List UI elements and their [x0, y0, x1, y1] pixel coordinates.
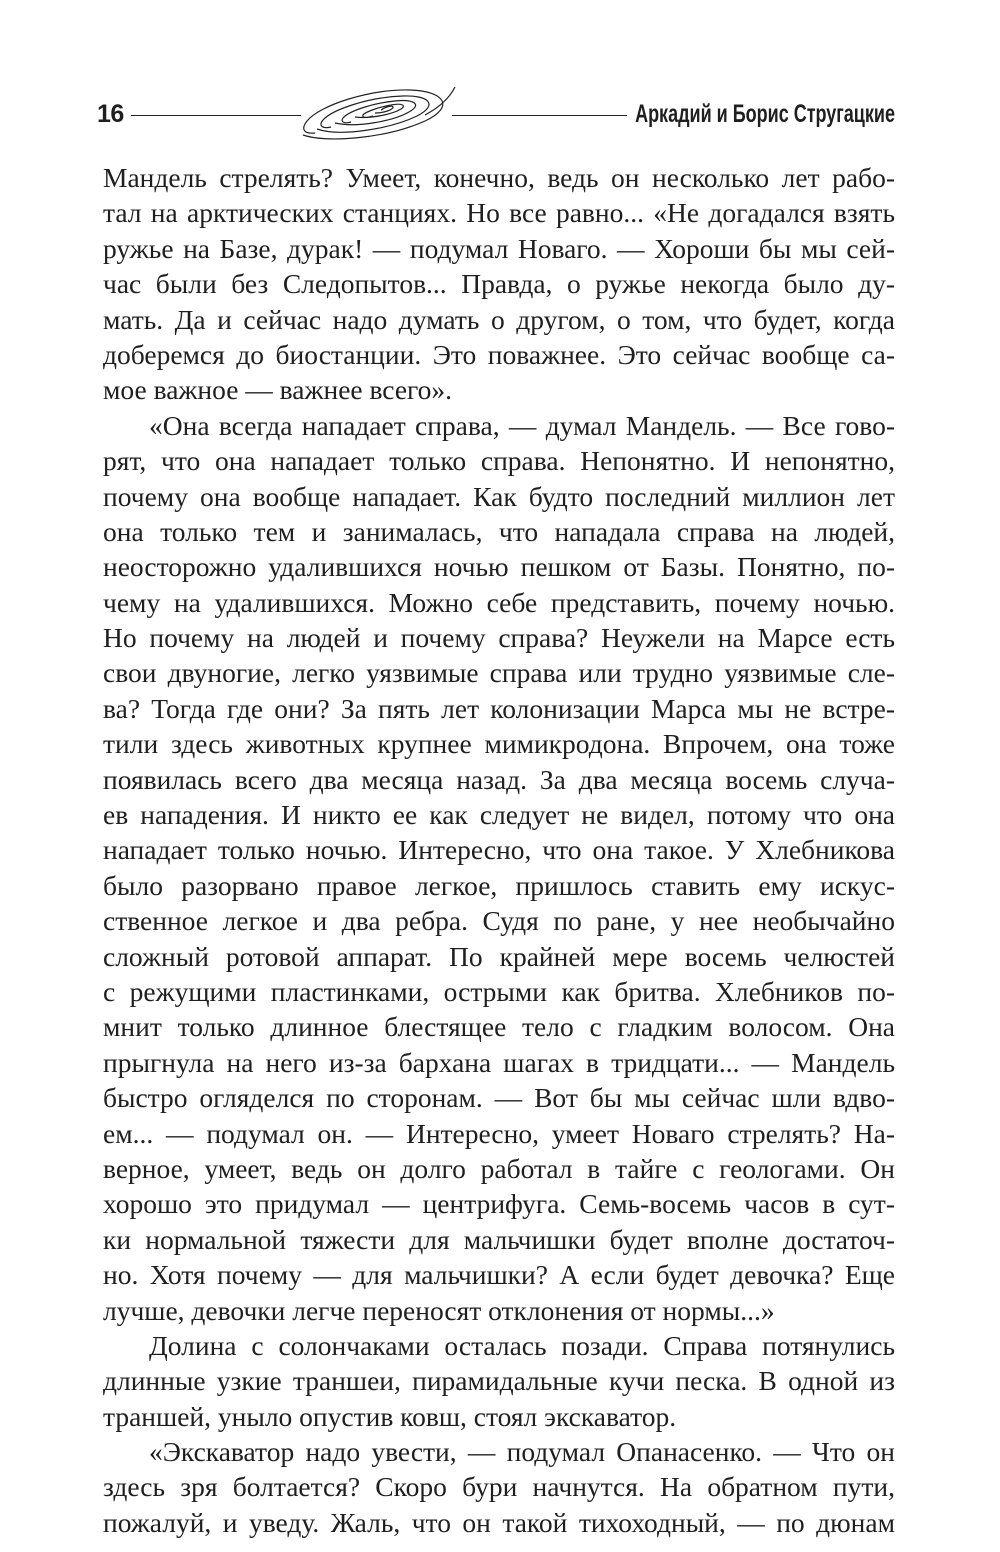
text-line: пожалуй, и уведу. Жаль, что он такой тихоходный, — по дюнам	[103, 1506, 895, 1538]
text-line: длинные узкие траншеи, пирамидальные кучи песка. В одной из	[103, 1365, 895, 1397]
text-line: «Экскаватор надо увести, — подумал Опанасенко. — Что он	[149, 1436, 895, 1468]
text-line: ственное легкое и два ребра. Судя по ране, у нее необычайно	[103, 905, 895, 937]
running-header	[0, 85, 1000, 145]
text-line: «Она всегда нападает справа, — думал Мандель. — Все гово-	[149, 409, 895, 441]
header-rule-left	[131, 115, 301, 116]
text-line: быстро огляделся по сторонам. — Вот бы мы сейчас шли вдво-	[103, 1082, 895, 1114]
text-line: Мандель стрелять? Умеет, конечно, ведь он несколько лет рабо-	[103, 162, 895, 193]
text-line: было разорвано правое легкое, пришлось ставить ему искус-	[103, 869, 895, 901]
paragraph	[103, 160, 895, 408]
body-text	[103, 160, 895, 1540]
paragraph	[103, 1328, 895, 1434]
swirl-ornament-icon	[295, 85, 460, 143]
text-line: мать. Да и сейчас надо думать о другом, о том, что будет, когда	[103, 303, 895, 335]
text-line: ки нормальной тяжести для мальчишки будет вполне достаточ-	[103, 1223, 895, 1255]
text-line: появилась всего два месяца назад. За два месяца восемь случа-	[103, 763, 895, 795]
text-line: свои двуногие, легко уязвимые справа или трудно уязвимые сле-	[103, 657, 895, 689]
text-line: ва? Тогда где они? За пять лет колонизации Марса мы не встре-	[103, 692, 895, 724]
text-line: траншей, уныло опустив ковш, стоял экскаватор.	[103, 1400, 677, 1432]
text-line: доберемся до биостанции. Это поважнее. Это сейчас вообще са-	[103, 338, 895, 370]
text-line: неосторожно удалившихся ночью пешком от Базы. Понятно, по-	[103, 551, 895, 583]
text-line: но. Хотя почему — для мальчишки? А если будет девочка? Еще	[103, 1259, 895, 1291]
text-line: рят, что она нападает только справа. Непонятно. И непонятно,	[103, 445, 895, 477]
text-line: Долина с солончаками осталась позади. Справа потянулись	[149, 1329, 895, 1361]
text-line: лучше, девочки легче переносят отклонения от нормы...»	[103, 1294, 775, 1326]
text-line: хорошо это придумал — центрифуга. Семь-восемь часов в сут-	[103, 1188, 895, 1220]
text-line: мнит только длинное блестящее тело с гладким волосом. Она	[103, 1011, 895, 1043]
text-line: тили здесь животных крупнее мимикродона. Впрочем, она тоже	[103, 728, 895, 760]
text-line: верное, умеет, ведь он долго работал в тайге с геологами. Он	[103, 1152, 895, 1184]
paragraph	[103, 1434, 895, 1540]
text-line: ев нападения. И никто ее как следует не видел, потому что она	[103, 799, 895, 831]
text-line: здесь зря болтается? Скоро бури начнутся. На обратном пути,	[103, 1471, 895, 1503]
text-line: Но почему на людей и почему справа? Неужели на Марсе есть	[103, 622, 895, 654]
text-line: она только тем и занималась, что нападала справа на людей,	[103, 515, 895, 547]
header-rule-right	[452, 115, 627, 116]
text-line: с режущими пластинками, острыми как бритва. Хлебников по-	[103, 975, 895, 1007]
text-line: тал на арктических станциях. Но все равно... «Не догадался взять	[103, 197, 895, 229]
text-line: час были без Следопытов... Правда, о ружье некогда было ду-	[103, 268, 895, 300]
text-line: ем... — подумал он. — Интересно, умеет Новаго стрелять? На-	[103, 1117, 895, 1149]
running-title: Аркадий и Борис Стругацкие	[635, 100, 895, 128]
text-line: мое важное — важнее всего».	[103, 374, 453, 406]
text-line: ружье на Базе, дурак! — подумал Новаго. — Хороши бы мы сей-	[103, 232, 895, 264]
paragraph	[103, 408, 895, 1328]
text-line: чему на удалившихся. Можно себе представить, почему ночью.	[103, 586, 895, 618]
page-number: 16	[97, 100, 124, 128]
text-line: сложный ротовой аппарат. По крайней мере восемь челюстей	[103, 940, 895, 972]
text-line: прыгнула на него из-за бархана шагах в тридцати... — Мандель	[103, 1046, 895, 1078]
text-line: почему она вообще нападает. Как будто последний миллион лет	[103, 480, 895, 512]
text-line: нападает только ночью. Интересно, что она такое. У Хлебникова	[103, 834, 895, 866]
